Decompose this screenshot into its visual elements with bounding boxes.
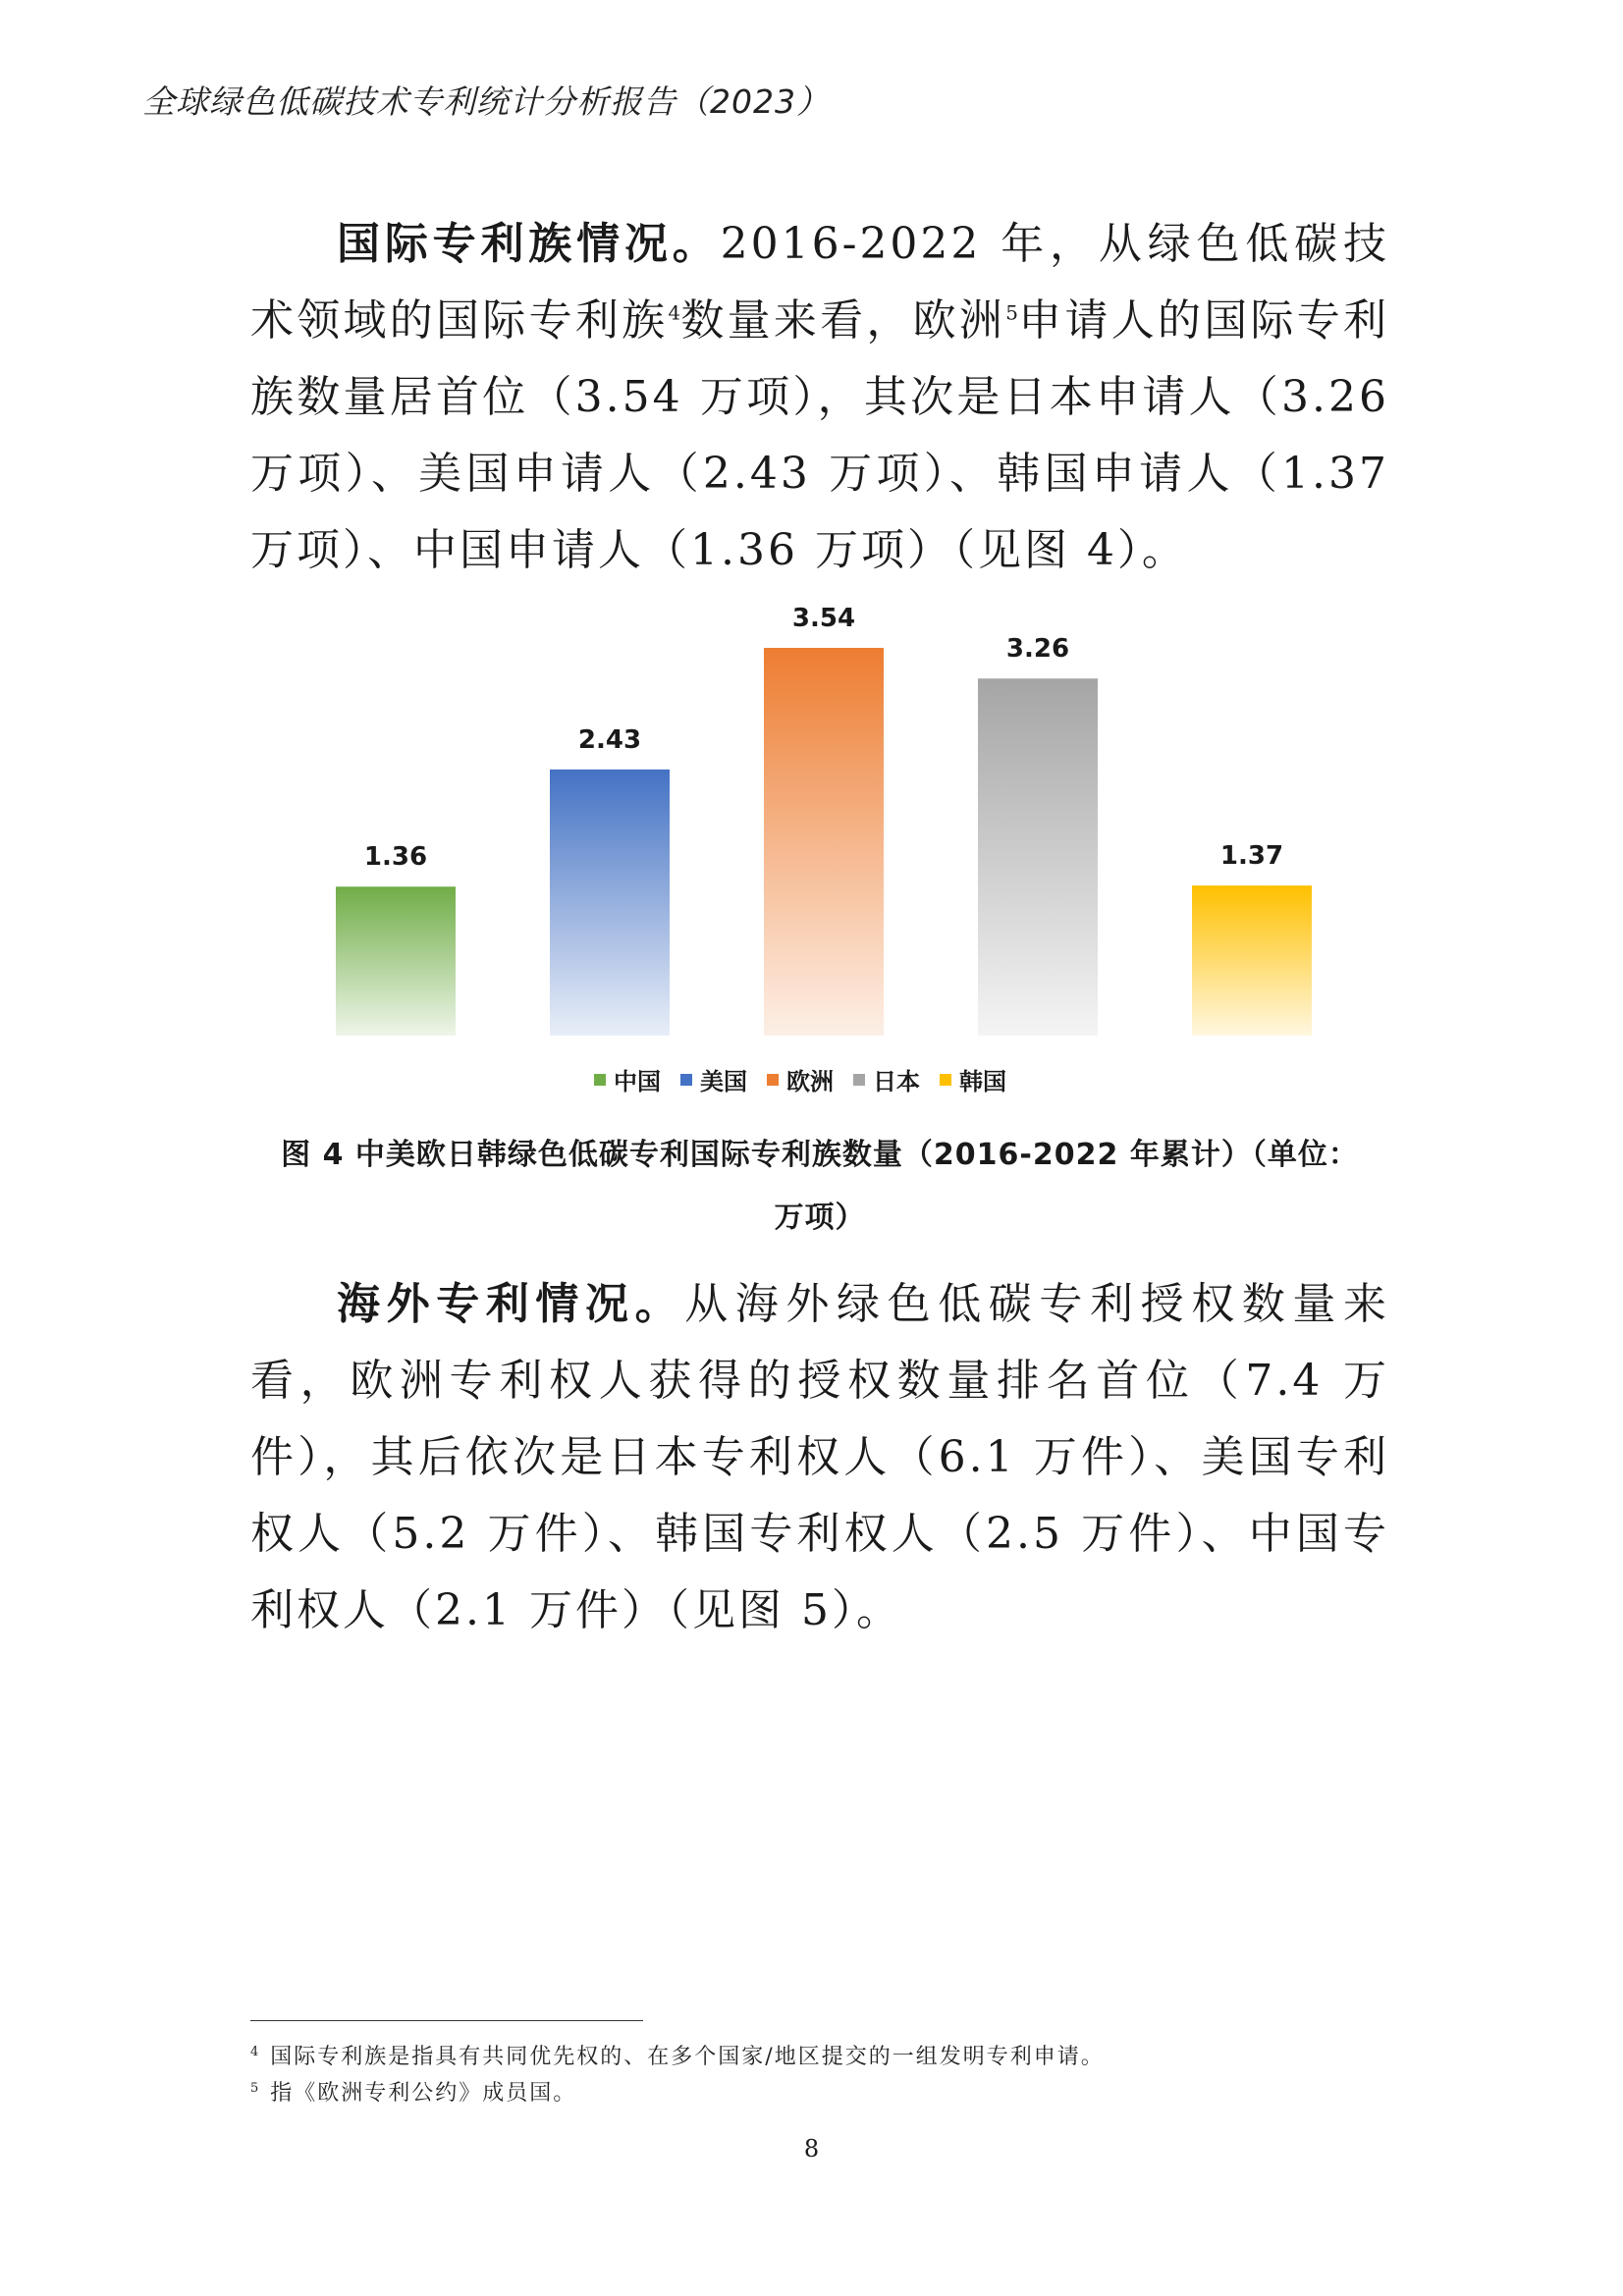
data-label: 2.43: [577, 724, 642, 755]
bar-韩国: [1192, 885, 1312, 1036]
paragraph-text: 申请人的国际专利族数量居首位（3.54 万项），其次是日本申请人（3.26 万项）、美国申请人（2.43 万项）、韩国申请人（1.37 万项）、中国申请人（1.36 万项）（见图 4）。: [250, 295, 1390, 575]
footnote: [250, 2040, 1105, 2070]
paragraph-lead: 海外专利情况。: [337, 1279, 685, 1329]
chart-legend: [594, 1062, 1006, 1096]
footnote-number: 5: [250, 2080, 261, 2096]
footnote-ref[interactable]: 5: [1005, 300, 1018, 325]
caption-line: 万项）: [774, 1201, 866, 1235]
legend-swatch: [853, 1074, 865, 1086]
legend-item: [767, 1062, 834, 1096]
page-number: 8: [803, 2135, 820, 2163]
legend-label: 日本: [873, 1068, 920, 1095]
running-header: 全球绿色低碳技术专利统计分析报告（2023）: [142, 82, 830, 121]
legend-swatch: [680, 1074, 692, 1086]
legend-swatch: [594, 1074, 606, 1086]
paragraph-text: 从海外绿色低碳专利授权数量来看，欧洲专利权人获得的授权数量排名首位（7.4 万件），其后依次是日本专利权人（6.1 万件）、美国专利权人（5.2 万件）、韩国专利权人（2.5 万件）、中国专利权人（2.1 万件）（见图 5）。: [250, 1279, 1390, 1635]
footnote-text: 指《欧洲专利公约》成员国。: [270, 2081, 577, 2106]
paragraph-text: 数量来看，欧洲: [680, 295, 1006, 346]
footnote-number: 4: [250, 2044, 261, 2059]
legend-item: [940, 1062, 1006, 1096]
data-label: 1.36: [363, 842, 428, 873]
footnote: [250, 2076, 576, 2107]
legend-swatch: [940, 1074, 951, 1086]
bar-欧洲: [764, 648, 884, 1036]
bar-中国: [336, 886, 456, 1036]
bar-日本: [978, 678, 1098, 1036]
data-label: 1.37: [1219, 841, 1284, 872]
legend-label: 中国: [614, 1068, 661, 1095]
legend-item: [594, 1062, 661, 1096]
data-label: 3.26: [1005, 634, 1070, 665]
paragraph-international-patent-family: [250, 206, 1389, 589]
figure-caption: [250, 1124, 1389, 1250]
legend-item: [853, 1062, 920, 1096]
paragraph-text: 2016-2022 年，从绿色低碳技术领域的国际专利族: [250, 219, 1389, 346]
legend-label: 美国: [700, 1068, 747, 1095]
footnote-divider: [250, 2020, 643, 2021]
paragraph-overseas-patents: [250, 1266, 1389, 1649]
legend-label: 欧洲: [786, 1068, 834, 1095]
legend-label: 韩国: [959, 1068, 1006, 1095]
footnote-text: 国际专利族是指具有共同优先权的、在多个国家/地区提交的一组发明专利申请。: [270, 2045, 1105, 2069]
footnote-ref[interactable]: 4: [668, 300, 681, 325]
bar-美国: [550, 770, 670, 1036]
legend-swatch: [767, 1074, 779, 1086]
caption-line: 图 4 中美欧日韩绿色低碳专利国际专利族数量（2016-2022 年累计）（单位：: [281, 1138, 1359, 1172]
data-label: 3.54: [791, 604, 856, 633]
legend-item: [680, 1062, 747, 1096]
paragraph-lead: 国际专利族情况。: [337, 219, 721, 269]
